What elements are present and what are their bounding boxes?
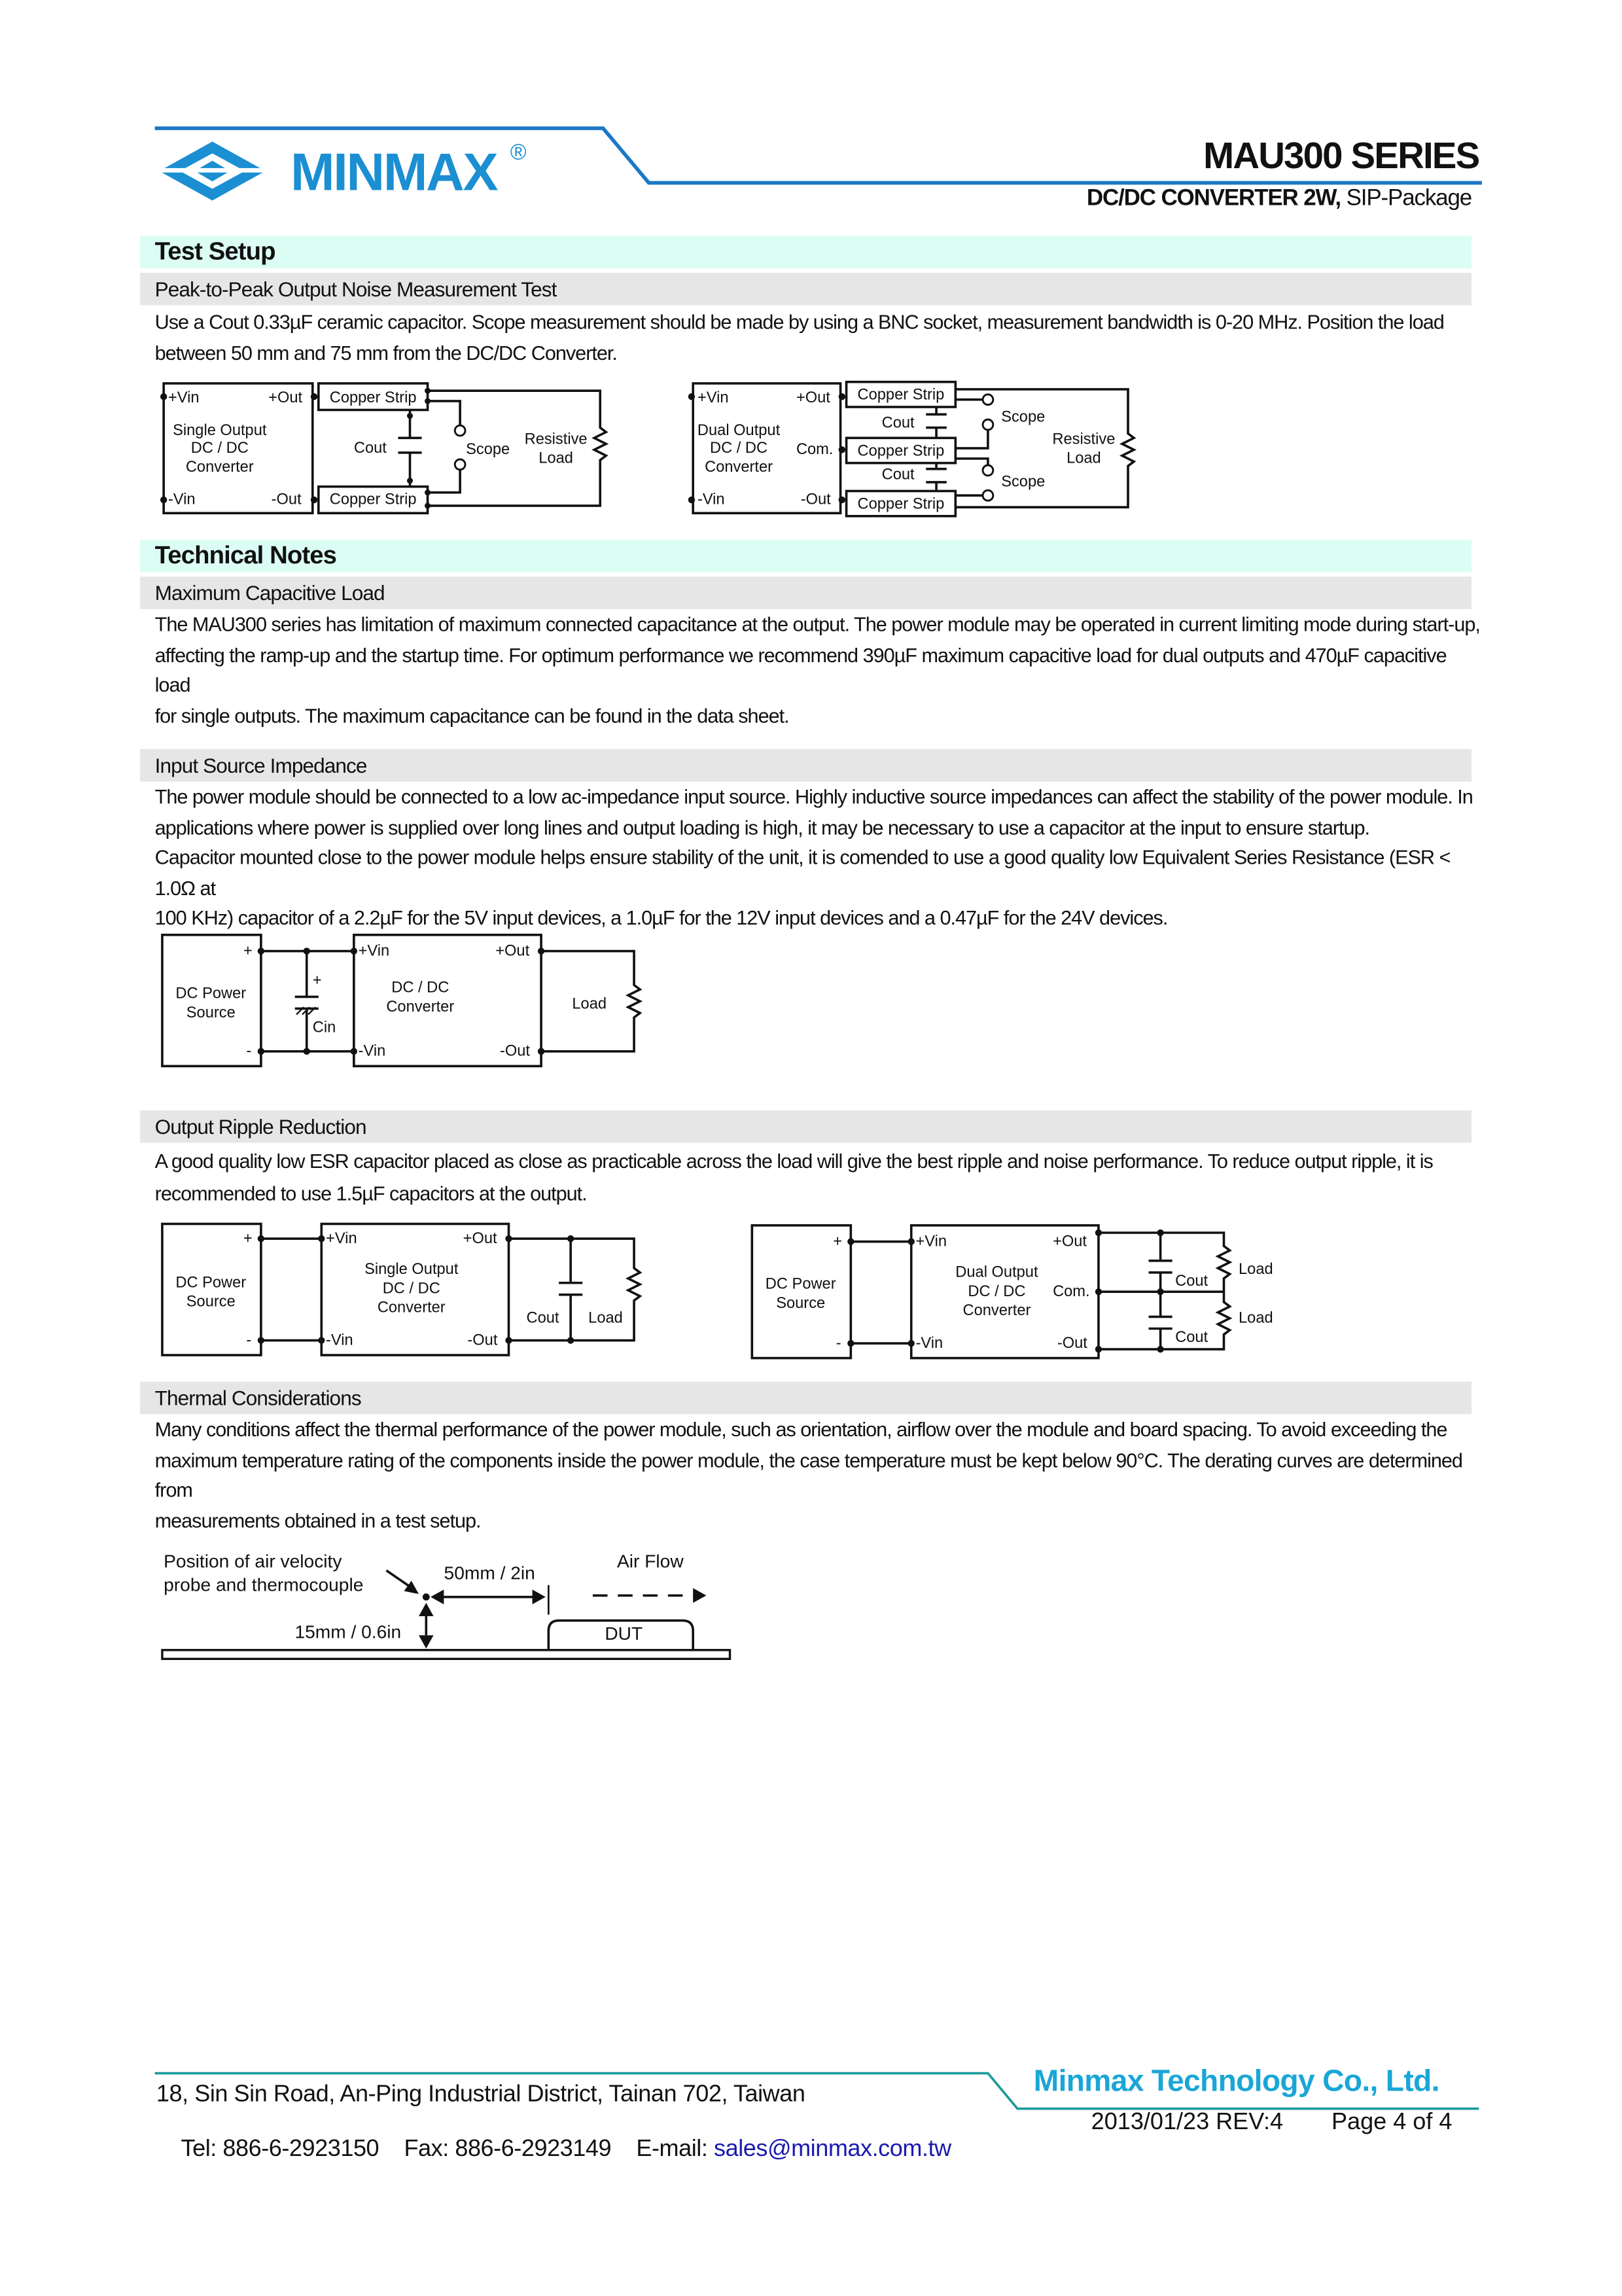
diagram-label: Load xyxy=(1239,1261,1273,1279)
diagram-label: +Out xyxy=(463,1229,497,1247)
paragraph-line: between 50 mm and 75 mm from the DC/DC Converter. xyxy=(154,341,617,364)
diagram-label: Converter xyxy=(377,1299,446,1316)
paragraph-line: measurements obtained in a test setup. xyxy=(154,1510,481,1532)
diagram-label: DC / DC xyxy=(190,439,249,457)
diagram-label: + xyxy=(243,942,253,960)
diagram-label: +Out xyxy=(268,389,303,407)
paragraph-line: 100 KHz) capacitor of a 2.2µF for the 5V input devices, a 1.0µF for the 12V input devices and a 0.47µF for the 24V devices. xyxy=(154,907,1168,930)
diagram-label: Source xyxy=(776,1294,826,1312)
diagram-label: Load xyxy=(538,450,573,467)
footer-email-link[interactable]: sales@minmax.com.tw xyxy=(714,2136,951,2162)
diagram-label: DUT xyxy=(605,1623,643,1644)
diagram-label: Com. xyxy=(796,441,834,459)
footer-page-number: Page 4 of 4 xyxy=(1331,2110,1453,2136)
subtitle-package: SIP-Package xyxy=(1341,185,1472,211)
diagram-label: Cout xyxy=(881,466,915,484)
diagram-label: Copper Strip xyxy=(857,495,945,513)
diagram-label: Position of air velocity xyxy=(164,1551,342,1572)
diagram-label: DC / DC xyxy=(968,1282,1026,1300)
diagram-label: + xyxy=(312,972,322,989)
subsection-output-ripple-reduction: Output Ripple Reduction xyxy=(140,1110,1472,1143)
diagram-noise-dual xyxy=(688,382,1134,516)
diagram-label: Dual Output xyxy=(697,421,781,439)
diagram-label: +Vin xyxy=(915,1233,947,1250)
diagram-label: - xyxy=(246,1042,252,1060)
paragraph-line: The power module should be connected to a low ac-impedance input source. Highly inductive source impedances can affect the stability of the power module. In xyxy=(154,786,1473,808)
diagram-label: -Out xyxy=(1057,1334,1087,1352)
registered-mark: ® xyxy=(510,139,527,165)
diagram-label: +Vin xyxy=(697,389,729,407)
paragraph-line: A good quality low ESR capacitor placed as close as practicable across the load will give the best ripple and noise performance. To reduce output ripple, it is xyxy=(154,1150,1433,1173)
paragraph-line: applications where power is supplied over long lines and output loading is high, it may be necessary to use a capacitor at the input to ensure startup. xyxy=(154,816,1369,839)
diagram-label: Cout xyxy=(353,439,387,457)
diagram-label: Cout xyxy=(1175,1273,1208,1290)
diagram-label: Copper Strip xyxy=(329,491,417,508)
logo-wordmark: MINMAX xyxy=(290,143,497,202)
paragraph-line: Many conditions affect the thermal performance of the power module, such as orientation, airflow over the module and board spacing. To avoid exceeding the xyxy=(154,1418,1447,1441)
paragraph-line: affecting the ramp-up and the startup time. For optimum performance we recommend 390µF maximum capacitive load for dual outputs and 470µF capacitive load xyxy=(154,643,1447,697)
footer-tel: Tel: 886-6-2923150 xyxy=(181,2136,379,2162)
diagram-label: -Vin xyxy=(326,1332,353,1349)
diagram-label: -Vin xyxy=(358,1042,386,1060)
footer-address: 18, Sin Sin Road, An-Ping Industrial District, Tainan 702, Taiwan xyxy=(156,2082,805,2108)
diagram-label: Cin xyxy=(312,1019,336,1036)
diagram-label: Air Flow xyxy=(616,1551,684,1572)
paragraph-line: recommended to use 1.5µF capacitors at the output. xyxy=(154,1182,587,1205)
diagram-label: 50mm / 2in xyxy=(444,1563,535,1583)
diagram-label: Single Output xyxy=(364,1261,459,1279)
diagram-label: Load xyxy=(1067,450,1101,467)
diagram-label: Source xyxy=(186,1293,236,1311)
diagram-label: DC / DC xyxy=(710,439,768,457)
noise-test-paragraph xyxy=(155,308,1482,369)
footer-company-name: Minmax Technology Co., Ltd. xyxy=(1033,2064,1439,2098)
section-test-setup: Test Setup xyxy=(140,236,1472,269)
diagram-label: - xyxy=(836,1334,841,1352)
diagram-label: +Out xyxy=(495,942,530,960)
diagram-label: +Vin xyxy=(167,389,200,407)
diagram-label: -Out xyxy=(499,1042,530,1060)
diagram-ripple-single xyxy=(162,1224,640,1355)
diagram-label: +Vin xyxy=(326,1229,357,1247)
subsection-thermal-considerations: Thermal Considerations xyxy=(140,1382,1472,1415)
diagram-label: + xyxy=(833,1233,843,1250)
diagram-label: Resistive xyxy=(524,431,588,448)
diagram-label: DC Power xyxy=(765,1275,836,1293)
diagram-label: Copper Strip xyxy=(857,442,945,460)
paragraph-line: maximum temperature rating of the components inside the power module, the case temperature must be kept below 90°C. The derating curves are determined from xyxy=(154,1449,1462,1502)
diagram-ripple-dual xyxy=(752,1226,1273,1358)
input-impedance-paragraph xyxy=(155,783,1482,935)
diagram-label: Cout xyxy=(881,414,915,432)
diagram-label: Converter xyxy=(962,1302,1031,1320)
minmax-logo-icon xyxy=(159,141,265,200)
paragraph-line: The MAU300 series has limitation of maximum connected capacitance at the output. The power module may be operated in current limiting mode during start-up, xyxy=(154,613,1480,636)
diagram-label: probe and thermocouple xyxy=(164,1574,364,1595)
diagram-label: DC / DC xyxy=(391,979,450,997)
subsection-input-source-impedance: Input Source Impedance xyxy=(140,749,1472,782)
paragraph-line: for single outputs. The maximum capacitance can be found in the data sheet. xyxy=(154,704,789,727)
diagram-label: Scope xyxy=(466,441,510,459)
diagram-label: -Vin xyxy=(167,491,196,508)
diagram-label: Load xyxy=(1239,1309,1273,1327)
series-title: MAU300 SERIES xyxy=(1203,135,1479,177)
footer-date-revision: 2013/01/23 REV:4 xyxy=(1091,2110,1284,2136)
diagram-label: Scope xyxy=(1001,473,1046,491)
diagram-label: Com. xyxy=(1053,1282,1090,1300)
diagram-label: Resistive xyxy=(1052,431,1116,448)
diagram-label: Load xyxy=(588,1309,623,1327)
paragraph-line: Use a Cout 0.33µF ceramic capacitor. Scope measurement should be made by using a BNC socket, measurement bandwidth is 0-20 MHz. Position the load xyxy=(154,311,1444,334)
diagram-label: -Vin xyxy=(697,491,725,508)
diagram-label: 15mm / 0.6in xyxy=(294,1621,402,1642)
diagram-label: -Out xyxy=(467,1332,498,1349)
diagram-label: +Out xyxy=(1053,1233,1087,1250)
diagram-label: DC / DC xyxy=(382,1280,440,1298)
diagram-label: +Vin xyxy=(358,942,390,960)
diagram-label: Scope xyxy=(1001,408,1046,426)
diagram-thermal xyxy=(162,1551,730,1659)
diagram-label: Single Output xyxy=(173,421,267,439)
ripple-paragraph xyxy=(155,1146,1482,1210)
diagram-label: Converter xyxy=(705,459,773,476)
diagram-label: -Out xyxy=(271,491,302,508)
subsection-max-capacitive-load: Maximum Capacitive Load xyxy=(140,576,1472,609)
diagram-label: -Vin xyxy=(915,1334,943,1352)
diagram-label: + xyxy=(243,1229,253,1247)
diagram-label: Cout xyxy=(526,1309,559,1327)
diagram-label: Cout xyxy=(1175,1328,1208,1346)
diagram-label: Converter xyxy=(386,998,455,1016)
diagram-label: +Out xyxy=(796,389,830,407)
thermal-paragraph xyxy=(155,1415,1482,1537)
footer-fax: Fax: 886-6-2923149 xyxy=(404,2136,612,2162)
diagram-label: Copper Strip xyxy=(329,389,417,407)
section-technical-notes: Technical Notes xyxy=(140,540,1472,573)
diagram-label: Load xyxy=(572,995,607,1013)
footer-email-label: E-mail: xyxy=(636,2136,708,2162)
max-capacitive-load-paragraph xyxy=(155,610,1482,732)
diagram-label: Converter xyxy=(185,459,254,476)
product-subtitle xyxy=(1087,186,1472,213)
diagram-label: DC Power xyxy=(175,985,247,1002)
paragraph-line: Capacitor mounted close to the power module helps ensure stability of the unit, it is comended to use a good quality low Equivalent Series Resistance (ESR < 1.0Ω at xyxy=(154,846,1451,900)
diagram-label: DC Power xyxy=(175,1274,247,1292)
footer-contact xyxy=(156,2110,951,2190)
subsection-noise-test: Peak-to-Peak Output Noise Measurement Test xyxy=(140,273,1472,306)
diagram-label: Copper Strip xyxy=(857,386,945,404)
subtitle-bold: DC/DC CONVERTER 2W, xyxy=(1086,185,1341,211)
diagram-label: -Out xyxy=(800,491,831,508)
diagram-label: - xyxy=(246,1332,252,1349)
diagram-label: Dual Output xyxy=(955,1263,1038,1281)
diagram-label: Source xyxy=(186,1004,236,1021)
diagram-input-impedance xyxy=(162,935,640,1067)
diagram-noise-single xyxy=(160,383,606,513)
